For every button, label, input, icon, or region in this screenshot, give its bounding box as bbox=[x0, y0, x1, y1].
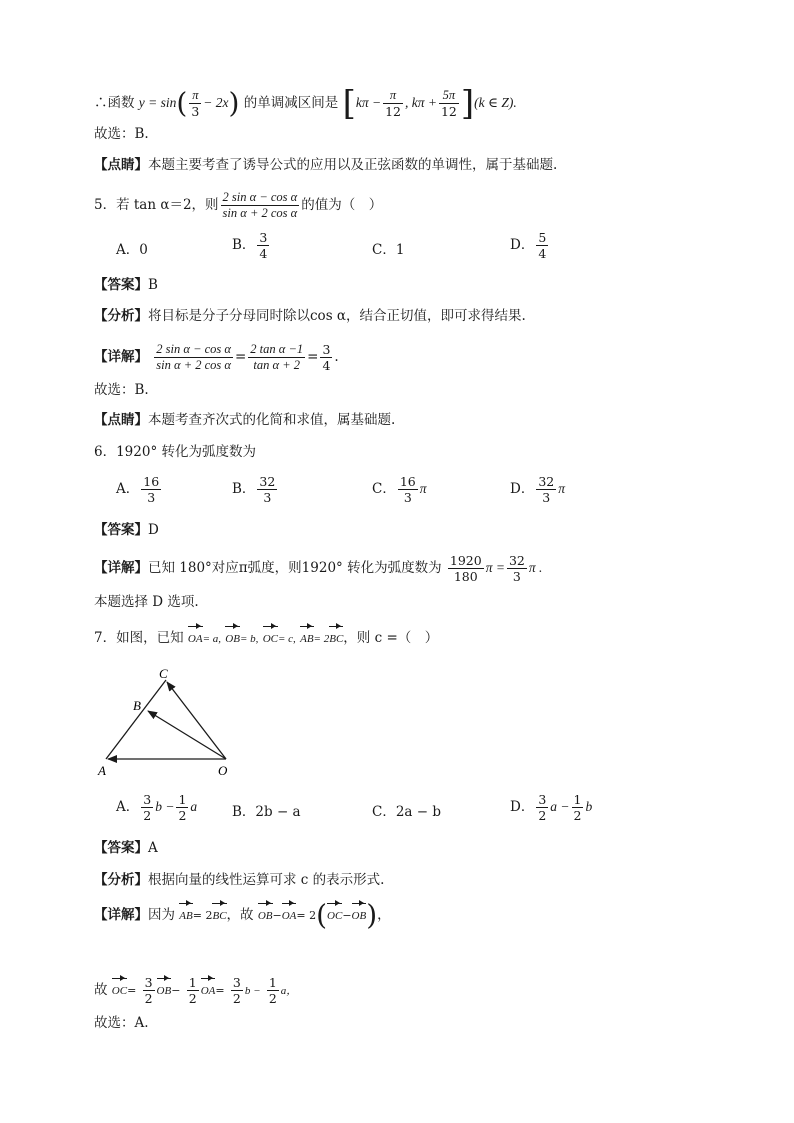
triangle-figure bbox=[96, 664, 246, 782]
fraction: $\frac{\text{2 sin α − cos α}}{\text{sin α + 2 cos α}}$ bbox=[156, 342, 231, 372]
fraction: $\frac{\text{2 tan α −1}}{\text{tan α + 2}}$ bbox=[250, 342, 304, 372]
fraction: $\frac{3}{2}$ bbox=[144, 975, 153, 1006]
fraction: $\frac{32}{3}$ bbox=[538, 474, 555, 505]
q7-detail: 【详解】因为 AB= 2BC，故 OB−OA= 2(OC−OB)， bbox=[94, 898, 391, 932]
q6-conclusion: 本题选择 D 选项. bbox=[94, 594, 199, 610]
fraction: $\frac{3}{4}$ bbox=[322, 342, 331, 373]
fraction: $\frac{1}{2}$ bbox=[573, 792, 582, 823]
fraction: $\frac{3}{2}$ bbox=[232, 975, 241, 1006]
q7-option-a: A． $\frac{3}{2}$ b − $\frac{1}{2}$ a bbox=[116, 792, 198, 823]
fraction: $\frac{3}{2}$ bbox=[538, 792, 547, 823]
q7-option-c: C．2a − b bbox=[372, 804, 442, 820]
fraction: $\frac{5\pi}{12}$ bbox=[440, 88, 457, 119]
segment-ac bbox=[106, 680, 166, 759]
label-c: C bbox=[159, 666, 168, 681]
fraction: $\frac{1}{2}$ bbox=[178, 792, 187, 823]
label-a: A bbox=[98, 763, 106, 778]
q5-option-d: D． $\frac{5}{4}$ bbox=[510, 230, 547, 261]
vector-ob bbox=[148, 711, 226, 759]
q6-option-d: D． $\frac{32}{3}$ π bbox=[510, 474, 565, 505]
fraction: $\frac{32}{3}$ bbox=[259, 474, 276, 505]
comment-line-4: 【点睛】本题主要考查了诱导公式的应用以及正弦函数的单调性，属于基础题. bbox=[94, 157, 558, 173]
question-7-stem: 7．如图，已知 OA= a, OB= b, OC= c, AB= 2BC，则 c =（ ） bbox=[94, 628, 438, 649]
q7-answer: 【答案】A bbox=[94, 840, 158, 856]
q7-analysis: 【分析】根据向量的线性运算可求 c 的表示形式. bbox=[94, 872, 385, 888]
choose-line-4: 故选：B. bbox=[94, 126, 149, 142]
q5-option-c: C．1 bbox=[372, 242, 405, 258]
q5-answer: 【答案】B bbox=[94, 277, 158, 293]
q6-option-b: B． $\frac{32}{3}$ bbox=[232, 474, 276, 505]
fraction: $\frac{5}{4}$ bbox=[538, 230, 547, 261]
q6-detail: 【详解】已知 180°对应π弧度，则1920° 转化为弧度数为 $\frac{1920}{180}$ π = $\frac{32}{3}$ π . bbox=[94, 553, 543, 584]
q7-option-d: D． $\frac{3}{2}$ a − $\frac{1}{2}$ b bbox=[510, 792, 593, 823]
q5-detail: 【详解】 $\frac{\text{2 sin α − cos α}}{\text{sin α + 2 cos α}}$ = $\frac{\text{2 tan α −1}}{\text{tan α + 2}}$ = $\frac{3}{4}$ . bbox=[94, 342, 339, 373]
q6-option-c: C． $\frac{16}{3}$ π bbox=[372, 474, 427, 505]
q7-final: 故 OC= $\frac{3}{2}$ OB− $\frac{1}{2}$ OA= $\frac{3}{2}$ b − $\frac{1}{2}$ a， bbox=[94, 975, 298, 1006]
fraction: $\frac{1920}{180}$ bbox=[449, 553, 482, 584]
question-5-stem: 5．若 tan α＝2，则 $\frac{\text{2 sin α − cos α}}{\text{sin α + 2 cos α}}$ 的值为（ ） bbox=[94, 190, 383, 220]
q6-answer: 【答案】D bbox=[94, 522, 159, 538]
fraction: $\frac{32}{3}$ bbox=[508, 553, 525, 584]
q6-option-a: A． $\frac{16}{3}$ bbox=[116, 474, 160, 505]
label-b: B bbox=[133, 698, 141, 713]
fraction: $\frac{\pi}{12}$ bbox=[385, 88, 401, 119]
vector-oc bbox=[167, 682, 226, 759]
question-6-stem: 6．1920° 转化为弧度数为 bbox=[94, 444, 256, 460]
fraction: $\frac{\pi}{3}$ bbox=[191, 88, 200, 119]
q5-option-a: A．0 bbox=[116, 242, 148, 258]
fraction: $\frac{\text{2 sin α − cos α}}{\text{sin α + 2 cos α}}$ bbox=[222, 190, 298, 220]
fraction: $\frac{1}{2}$ bbox=[188, 975, 197, 1006]
q5-analysis: 【分析】将目标是分子分母同时除以cos α，结合正切值，即可求得结果. bbox=[94, 308, 526, 324]
fraction: $\frac{3}{2}$ bbox=[143, 792, 152, 823]
label-o: O bbox=[218, 763, 228, 778]
q5-comment: 【点睛】本题考查齐次式的化简和求值，属基础题. bbox=[94, 412, 396, 428]
q7-choose: 故选：A. bbox=[94, 1015, 149, 1031]
q5-choose: 故选：B. bbox=[94, 382, 149, 398]
fraction: $\frac{1}{2}$ bbox=[268, 975, 277, 1006]
fraction: $\frac{16}{3}$ bbox=[399, 474, 416, 505]
fraction: $\frac{3}{4}$ bbox=[259, 230, 268, 261]
fraction: $\frac{16}{3}$ bbox=[143, 474, 160, 505]
q7-option-b: B．2b − a bbox=[232, 804, 301, 820]
q5-option-b: B． $\frac{3}{4}$ bbox=[232, 230, 268, 261]
interval-statement: ∴函数 y = sin( $\frac{\pi}{3}$ − 2x) 的单调减区间是 [kπ − $\frac{\pi}{12}$ , kπ + $\frac{5\pi}{12}$ ](k ∈ Z). bbox=[94, 83, 517, 124]
